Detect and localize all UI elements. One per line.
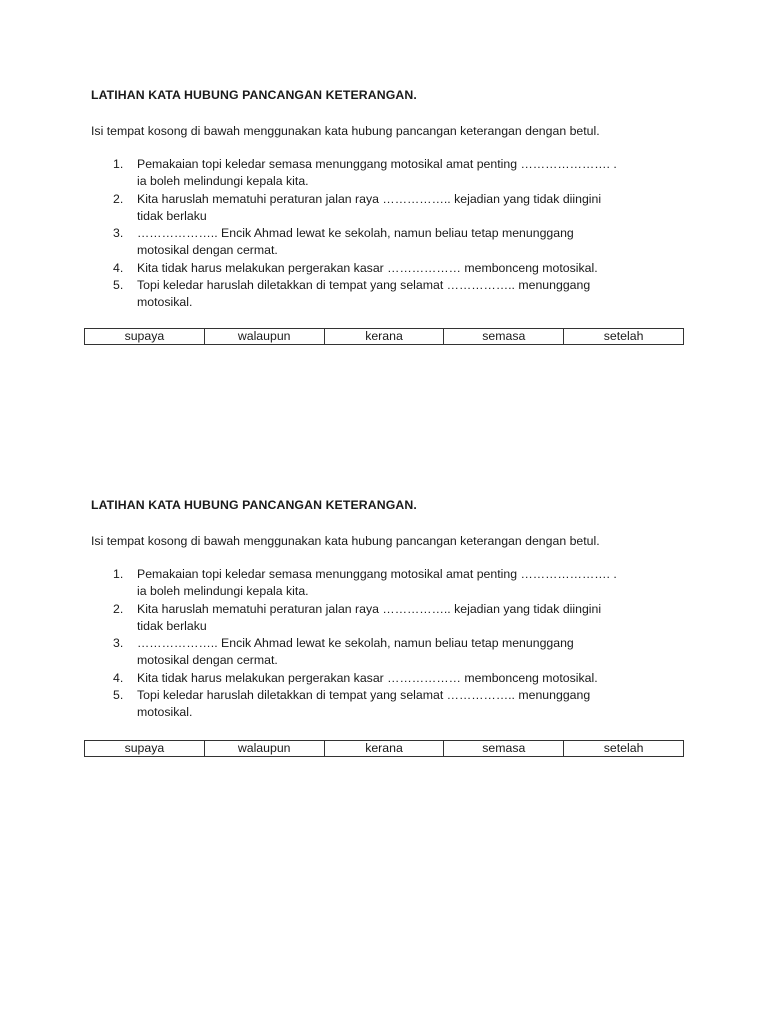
worksheet-instruction: Isi tempat kosong di bawah menggunakan kata hubung pancangan keterangan dengan betul.: [91, 124, 600, 138]
question-number: 5.: [113, 278, 124, 293]
question-item: [0, 277, 677, 312]
question-number: 1.: [113, 157, 124, 171]
word-bank-cell: setelah: [564, 741, 684, 757]
question-item: [0, 225, 677, 260]
question-number: 4.: [113, 260, 124, 275]
question-number: 3.: [113, 226, 124, 241]
question-item: [0, 260, 677, 277]
word-bank-cell: walaupun: [204, 741, 324, 757]
question-number: 2.: [113, 601, 124, 616]
question-item: [0, 191, 677, 226]
worksheet-instruction: Isi tempat kosong di bawah menggunakan kata hubung pancangan keterangan dengan betul.: [91, 534, 600, 548]
question-number: 2.: [113, 191, 124, 206]
question-number: 4.: [113, 670, 124, 685]
question-number: 5.: [113, 688, 124, 703]
word-bank-cell: supaya: [85, 329, 205, 345]
question-item: [0, 687, 677, 722]
worksheet-title: LATIHAN KATA HUBUNG PANCANGAN KETERANGAN.: [91, 88, 417, 102]
question-text: ia boleh melindungi kepala kita.: [137, 584, 309, 599]
question-list: [0, 156, 768, 312]
question-text: Kita haruslah mematuhi peraturan jalan raya …………….. kejadian yang tidak diingini: [137, 601, 602, 616]
word-bank-cell: kerana: [324, 741, 444, 757]
question-list: [0, 566, 768, 722]
question-text: Pemakaian topi keledar semasa menunggang motosikal amat penting …………………. .: [137, 157, 617, 171]
worksheet-title: LATIHAN KATA HUBUNG PANCANGAN KETERANGAN.: [91, 498, 417, 512]
question-item: [0, 156, 677, 191]
word-bank-cell: supaya: [85, 741, 205, 757]
question-text: ……………….. Encik Ahmad lewat ke sekolah, namun beliau tetap menunggang: [137, 226, 574, 241]
question-number: 1.: [113, 567, 124, 581]
question-text: Kita tidak harus melakukan pergerakan kasar ……………… membonceng motosikal.: [137, 260, 598, 275]
question-text: tidak berlaku: [137, 618, 207, 633]
question-text: Topi keledar haruslah diletakkan di tempat yang selamat …………….. menunggang: [137, 688, 591, 703]
question-text: ia boleh melindungi kepala kita.: [137, 174, 309, 189]
word-bank-cell: walaupun: [204, 329, 324, 345]
word-bank-table: [84, 328, 684, 345]
question-number: 3.: [113, 636, 124, 651]
question-text: motosikal dengan cermat.: [137, 243, 278, 258]
question-item: [0, 601, 677, 636]
question-text: motosikal.: [137, 705, 193, 720]
word-bank-table: [84, 740, 684, 757]
word-bank-cell: kerana: [324, 329, 444, 345]
question-item: [0, 635, 677, 670]
question-text: motosikal.: [137, 295, 193, 310]
question-text: Kita haruslah mematuhi peraturan jalan raya …………….. kejadian yang tidak diingini: [137, 191, 602, 206]
word-bank-cell: semasa: [444, 329, 564, 345]
word-bank-cell: setelah: [564, 329, 684, 345]
question-text: Pemakaian topi keledar semasa menunggang motosikal amat penting …………………. .: [137, 567, 617, 581]
question-text: Topi keledar haruslah diletakkan di tempat yang selamat …………….. menunggang: [137, 278, 591, 293]
question-item: [0, 670, 677, 687]
question-text: motosikal dengan cermat.: [137, 653, 278, 668]
question-text: tidak berlaku: [137, 208, 207, 223]
question-text: Kita tidak harus melakukan pergerakan kasar ……………… membonceng motosikal.: [137, 670, 598, 685]
question-text: ……………….. Encik Ahmad lewat ke sekolah, namun beliau tetap menunggang: [137, 636, 574, 651]
question-item: [0, 566, 677, 601]
word-bank-cell: semasa: [444, 741, 564, 757]
